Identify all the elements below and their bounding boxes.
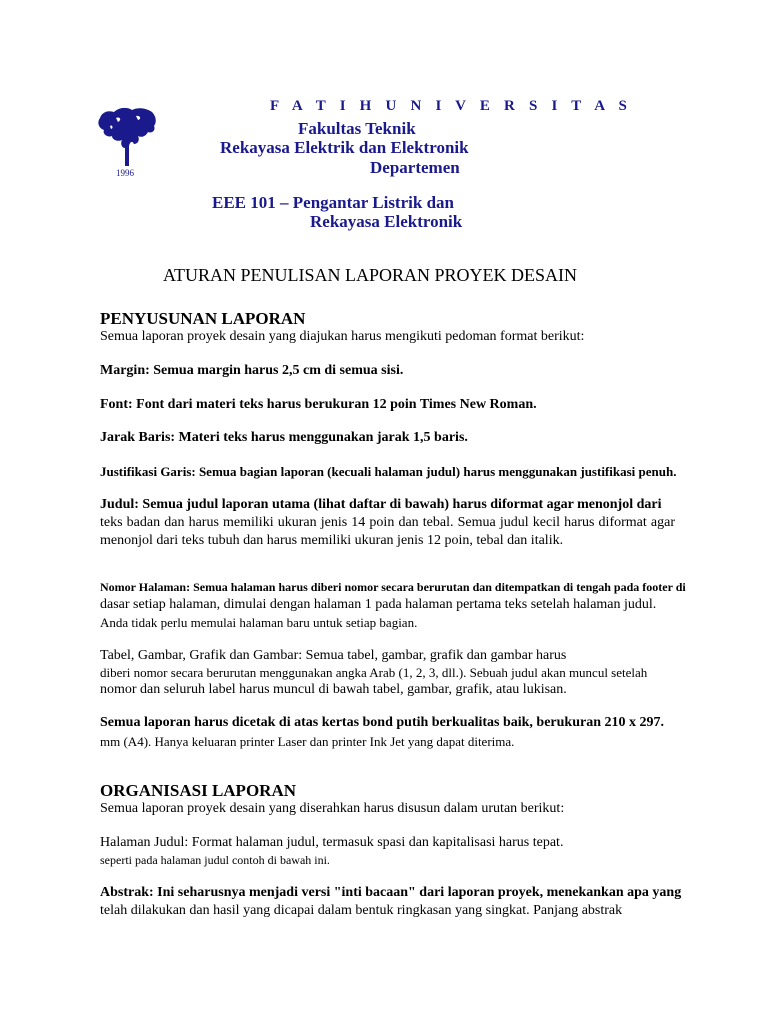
university-name: F A T I H U N I V E R S I T A S	[270, 98, 632, 114]
rule-paper-line1: Semua laporan harus dicetak di atas kertas bond putih berkualitas baik, berukuran 210 x 297.	[100, 715, 664, 730]
department-label: Departemen	[370, 158, 460, 177]
world-map-tree-icon	[98, 108, 155, 166]
rule-tables-line2: diberi nomor secara berurutan menggunakan angka Arab (1, 2, 3, dll.). Sebuah judul akan muncul setelah	[100, 665, 648, 680]
faculty-name: Fakultas Teknik	[298, 119, 416, 138]
course-title-line2: Rekayasa Elektronik	[310, 212, 463, 231]
rule-headings-bold: Judul: Semua judul laporan utama (lihat daftar di bawah) harus diformat agar menonjol dari	[100, 497, 662, 512]
rule-margin: Margin: Semua margin harus 2,5 cm di semua sisi.	[100, 363, 404, 378]
logo-year: 1996	[116, 168, 134, 178]
program-name: Rekayasa Elektrik dan Elektronik	[220, 138, 469, 157]
section-heading-organisasi: ORGANISASI LAPORAN	[100, 781, 296, 800]
rule-pagenum-line3: Anda tidak perlu memulai halaman baru untuk setiap bagian.	[100, 615, 418, 630]
item-titlepage-line2: seperti pada halaman judul contoh di bawah ini.	[100, 853, 330, 867]
rule-pagenum-line1: Nomor Halaman: Semua halaman harus diberi nomor secara berurutan dan ditempatkan di tengah pada footer di	[100, 580, 686, 594]
rule-headings-rest: teks badan dan harus memiliki ukuran jenis 14 poin dan tebal. Semua judul kecil harus diformat agar menonjol dari teks tubuh dan harus memiliki ukuran jenis 12 poin, tebal dan italik.	[100, 515, 675, 548]
university-logo	[96, 104, 158, 180]
section1-intro: Semua laporan proyek desain yang diajukan harus mengikuti pedoman format berikut:	[100, 329, 585, 344]
rule-pagenum-line2: dasar setiap halaman, dimulai dengan halaman 1 pada halaman pertama teks setelah halaman judul.	[100, 597, 657, 612]
rule-tables-line3: nomor dan seluruh label harus muncul di bawah tabel, gambar, grafik, atau lukisan.	[100, 682, 567, 697]
item-titlepage-line1: Halaman Judul: Format halaman judul, termasuk spasi dan kapitalisasi harus tepat.	[100, 835, 564, 850]
section2-intro: Semua laporan proyek desain yang diserahkan harus disusun dalam urutan berikut:	[100, 801, 565, 816]
item-abstract-line1: Abstrak: Ini seharusnya menjadi versi "inti bacaan" dari laporan proyek, menekankan apa yang	[100, 885, 682, 900]
rule-justification: Justifikasi Garis: Semua bagian laporan (kecuali halaman judul) harus menggunakan justifikasi penuh.	[100, 464, 677, 479]
item-abstract-line2: telah dilakukan dan hasil yang dicapai dalam bentuk ringkasan yang singkat. Panjang abstrak	[100, 903, 623, 918]
rule-font: Font: Font dari materi teks harus berukuran 12 poin Times New Roman.	[100, 397, 537, 412]
section-heading-penyusunan: PENYUSUNAN LAPORAN	[100, 309, 306, 328]
rule-paper-line2: mm (A4). Hanya keluaran printer Laser dan printer Ink Jet yang dapat diterima.	[100, 734, 515, 749]
course-title-line1: EEE 101 – Pengantar Listrik dan	[212, 193, 454, 212]
rule-spacing: Jarak Baris: Materi teks harus menggunakan jarak 1,5 baris.	[100, 430, 468, 445]
document-title: ATURAN PENULISAN LAPORAN PROYEK DESAIN	[163, 265, 578, 285]
rule-tables-line1: Tabel, Gambar, Grafik dan Gambar: Semua tabel, gambar, grafik dan gambar harus	[100, 648, 567, 663]
